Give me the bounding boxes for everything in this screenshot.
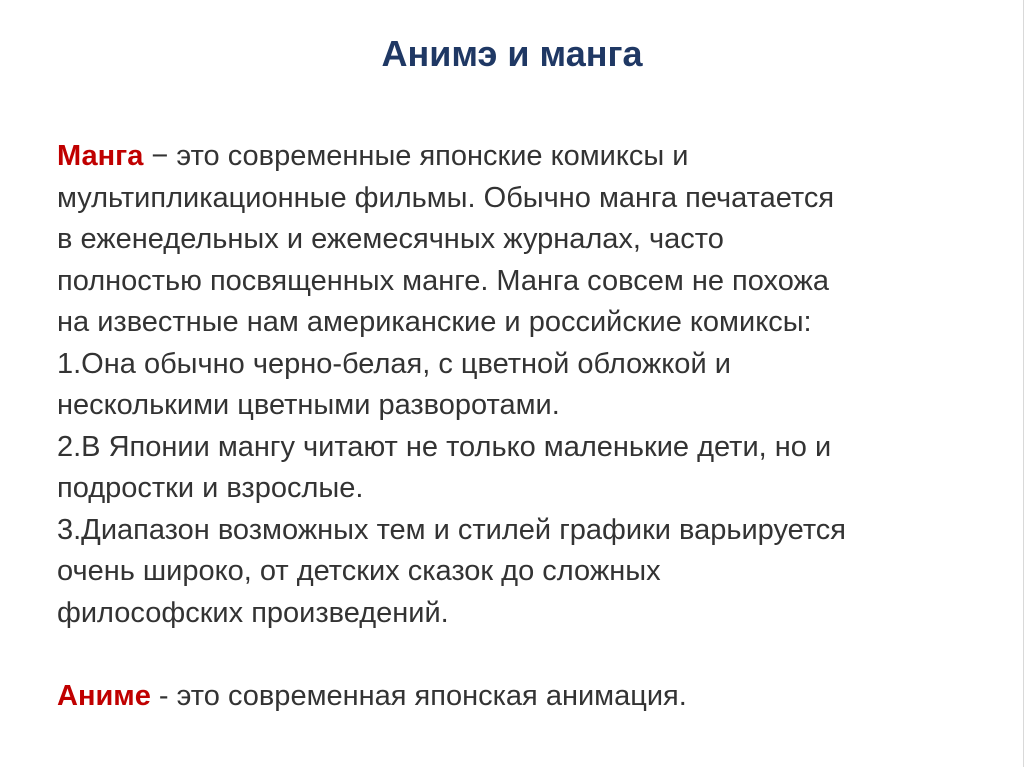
body-line: мультипликационные фильмы. Обычно манга печатается — [57, 181, 835, 214]
manga-term: Манга — [57, 140, 144, 172]
manga-definition-line — [57, 136, 997, 178]
anime-term: Аниме — [57, 679, 151, 712]
paragraph-spacer — [57, 634, 997, 676]
manga-definition-text: − это современные японские комиксы и — [143, 140, 689, 172]
list-item-2-continued: подростки и взрослые. — [57, 472, 364, 504]
slide-title: Анимэ и манга — [381, 33, 643, 74]
anime-definition-text: - это современная японская анимация. — [150, 679, 687, 712]
list-item-3-continued: философских произведений. — [57, 596, 449, 629]
list-item-3: 3.Диапазон возможных тем и стилей графики варьируется — [57, 513, 846, 546]
list-item-2: 2.В Японии мангу читают не только маленькие дети, но и — [57, 430, 832, 463]
anime-definition-line — [57, 676, 997, 718]
list-item-3-continued: очень широко, от детских сказок до сложных — [57, 555, 661, 587]
list-item-1-continued: несколькими цветными разворотами. — [57, 389, 560, 421]
body-line: на известные нам американские и российские комиксы: — [57, 306, 812, 338]
list-item-1: 1.Она обычно черно-белая, с цветной обложкой и — [57, 347, 731, 380]
body-line: в еженедельных и ежемесячных журналах, часто — [57, 223, 724, 255]
slide-body — [57, 136, 997, 717]
body-line: полностью посвященных манге. Манга совсем не похожа — [57, 264, 830, 297]
